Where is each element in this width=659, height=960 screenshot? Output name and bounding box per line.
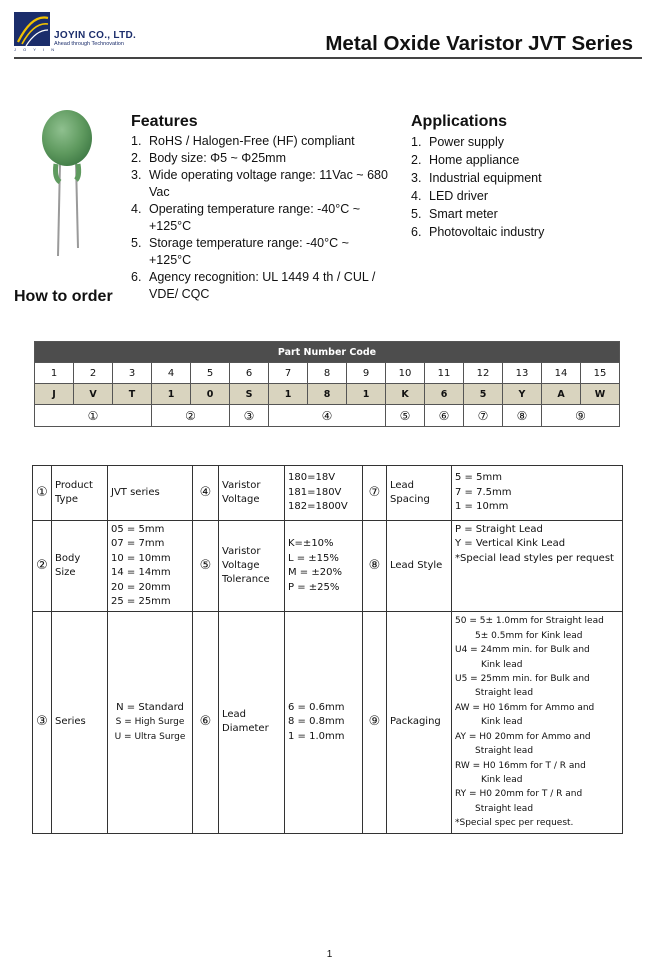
group-marker: ③ [230,405,269,427]
application-item: 2. Home appliance [411,153,520,167]
option-number: ⑥ [193,612,219,833]
code-cell: K [386,384,425,405]
ordering-options-table [32,465,623,834]
code-cell: W [581,384,620,405]
applications-heading: Applications [411,113,508,130]
option-value-product-type: JVT series [108,466,193,521]
feature-item: 5. Storage temperature range: -40°C ~ +125°C [131,236,349,267]
part-number-code-table [34,341,620,427]
position-cell: 3 [113,363,152,384]
position-cell: 15 [581,363,620,384]
group-marker: ⑤ [386,405,425,427]
option-value-voltage-tolerance: K=±10% L = ±15% M = ±20% P = ±25% [285,521,363,612]
code-cell: 1 [152,384,191,405]
option-number: ⑦ [363,466,387,521]
position-cell: 12 [464,363,503,384]
application-item: 5. Smart meter [411,207,498,221]
feature-item: 2. Body size: Φ5 ~ Φ25mm [131,151,287,165]
position-cell: 7 [269,363,308,384]
group-marker: ① [35,405,152,427]
position-cell: 6 [230,363,269,384]
option-label-lead-diameter: Lead Diameter [219,612,285,833]
option-label-packaging: Packaging [387,612,452,833]
applications-list [411,133,641,241]
option-number: ② [33,521,52,612]
option-label-series: Series [52,612,108,833]
position-cell: 14 [542,363,581,384]
option-label-varistor-voltage: Varistor Voltage [219,466,285,521]
option-value-lead-diameter: 6 = 0.6mm 8 = 0.8mm 1 = 1.0mm [285,612,363,833]
application-item: 4. LED driver [411,189,489,203]
page-number: 1 [326,949,333,960]
option-number: ⑧ [363,521,387,612]
position-cell: 2 [74,363,113,384]
position-cell: 11 [425,363,464,384]
code-cell: S [230,384,269,405]
how-to-order-heading: How to order [14,288,113,305]
part-number-code-title: Part Number Code [35,342,620,363]
group-marker: ⑦ [464,405,503,427]
option-value-packaging: 50 = 5± 1.0mm for Straight lead 5± 0.5mm for Kink lead U4 = 24mm min. for Bulk and Kink lead U5 = 25mm min. for Bulk and Straight lead AW = H0 16mm for Ammo and Kink lead AY = H0 20mm for Ammo and Straight lead RW = H0 16mm for T / R and Kink lead RY = H0 20mm for T / R and Straight lead *Special spec per request. [452,612,623,833]
position-cell: 4 [152,363,191,384]
option-number: ⑤ [193,521,219,612]
option-label-lead-spacing: Lead Spacing [387,466,452,521]
option-number: ③ [33,612,52,833]
code-cell: 5 [464,384,503,405]
code-cell: 0 [191,384,230,405]
position-cell: 10 [386,363,425,384]
position-cell: 9 [347,363,386,384]
application-item: 6. Photovoltaic industry [411,225,545,239]
option-value-lead-spacing: 5 = 5mm 7 = 7.5mm 1 = 10mm [452,466,623,521]
varistor-component-image [38,108,96,258]
application-item: 3. Industrial equipment [411,171,542,185]
feature-item: 4. Operating temperature range: -40°C ~ +125°C [131,202,361,233]
feature-item: 3. Wide operating voltage range: 11Vac ~ 680 Vac [131,168,388,199]
group-marker: ④ [269,405,386,427]
group-marker: ⑨ [542,405,620,427]
position-cell: 1 [35,363,74,384]
code-cell: 6 [425,384,464,405]
code-cell: V [74,384,113,405]
features-list [131,133,393,303]
code-cell: Y [503,384,542,405]
position-cell: 8 [308,363,347,384]
company-logo-icon [14,12,50,46]
group-marker: ⑧ [503,405,542,427]
option-number: ⑨ [363,612,387,833]
code-cell: 1 [269,384,308,405]
feature-item: 6. Agency recognition: UL 1449 4 th / CUL / VDE/ CQC [131,270,376,301]
company-tagline: Ahead through Technovation [54,41,124,47]
group-marker: ⑥ [425,405,464,427]
document-title: Metal Oxide Varistor JVT Series [325,32,633,55]
option-label-lead-style: Lead Style [387,521,452,612]
option-number: ① [33,466,52,521]
option-label-body-size: Body Size [52,521,108,612]
code-cell: A [542,384,581,405]
option-label-voltage-tolerance: Varistor Voltage Tolerance [219,521,285,612]
code-cell: T [113,384,152,405]
option-value-varistor-voltage: 180=18V 181=180V 182=1800V [285,466,363,521]
code-cell: 8 [308,384,347,405]
option-label-product-type: Product Type [52,466,108,521]
feature-item: 1. RoHS / Halogen-Free (HF) compliant [131,134,355,148]
features-heading: Features [131,113,198,130]
position-cell: 13 [503,363,542,384]
code-cell: 1 [347,384,386,405]
company-name: JOYIN CO., LTD. [54,30,137,41]
position-cell: 5 [191,363,230,384]
code-cell: J [35,384,74,405]
option-value-body-size: 05 = 5mm 07 = 7mm 10 = 10mm 14 = 14mm 20 = 20mm 25 = 25mm [108,521,193,612]
option-value-series: N = Standard S = High Surge U = Ultra Surge [108,612,193,833]
company-brand-letters: J O Y I N [14,47,58,52]
option-value-lead-style: P = Straight Lead Y = Vertical Kink Lead *Special lead styles per request [452,521,623,612]
group-marker: ② [152,405,230,427]
application-item: 1. Power supply [411,135,505,149]
header-divider [14,57,642,59]
option-number: ④ [193,466,219,521]
